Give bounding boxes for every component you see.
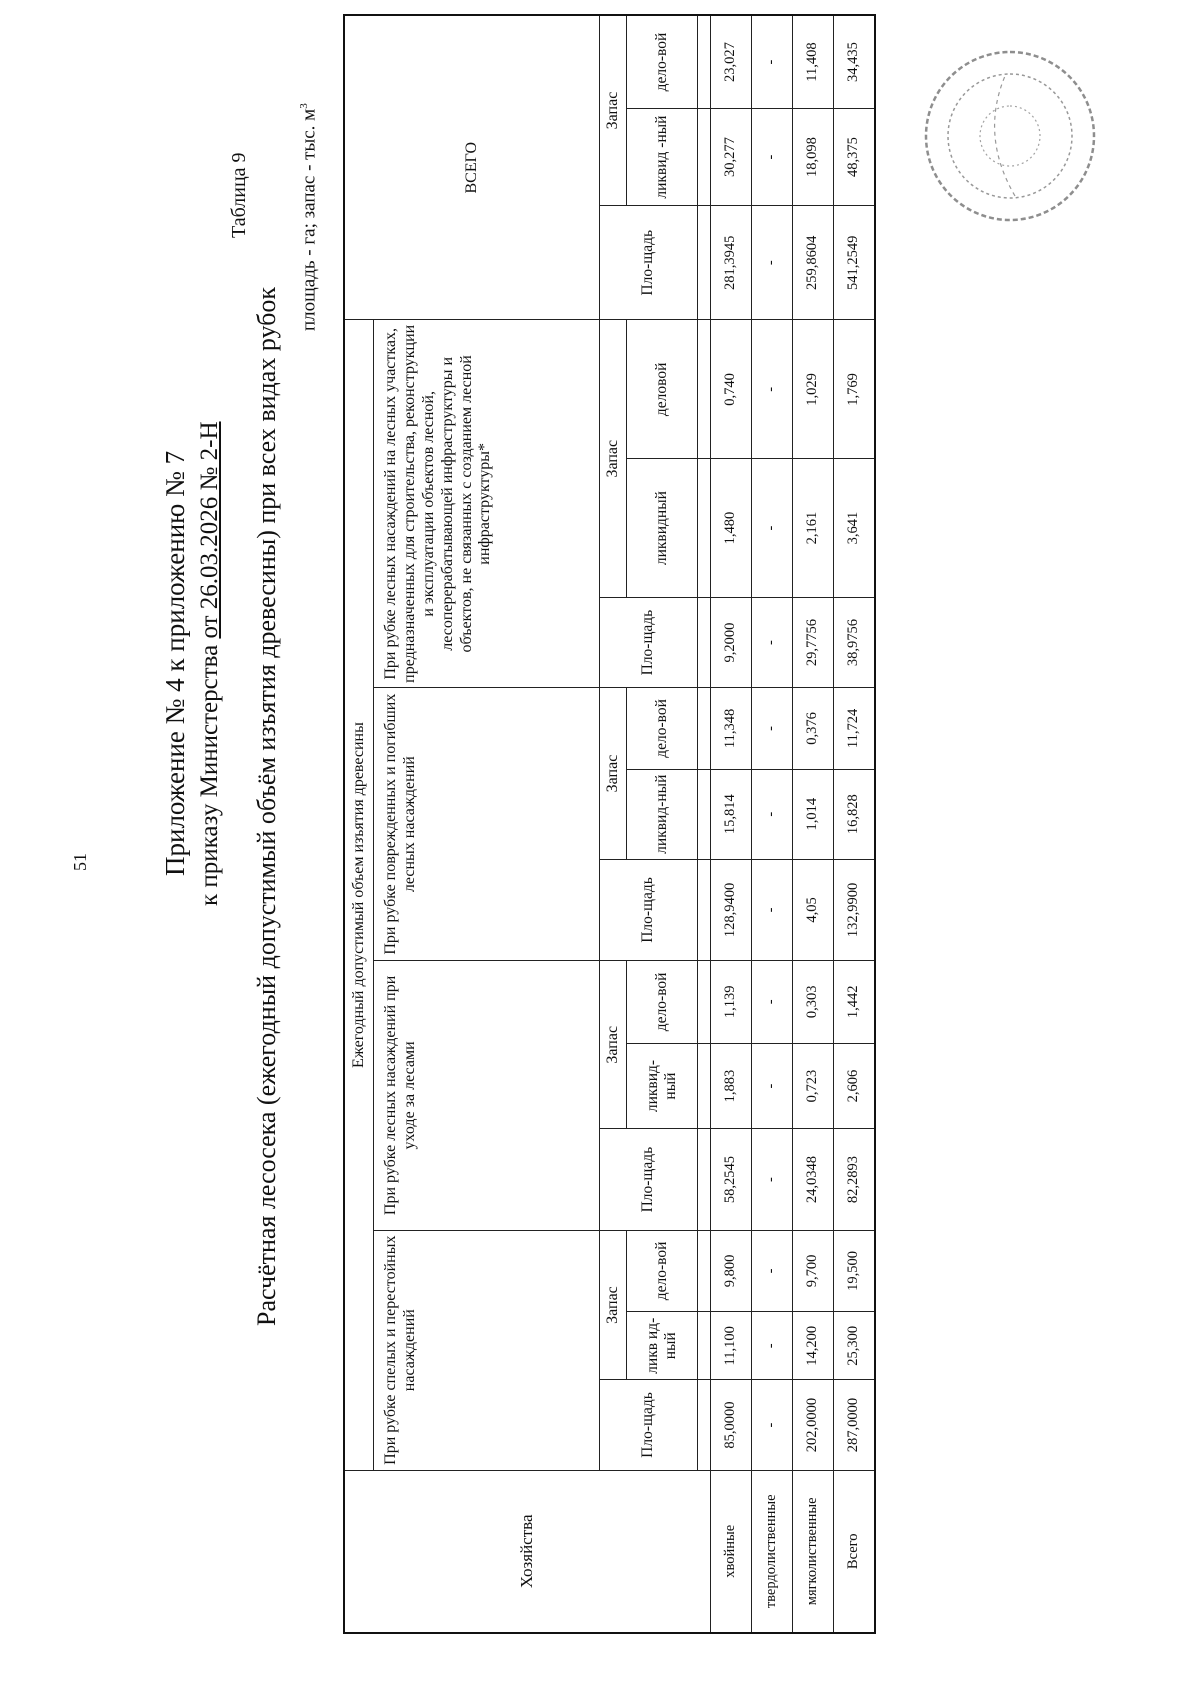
table-number: Таблица 9 (228, 152, 250, 238)
value-cell: - (752, 459, 793, 598)
value-cell: 1,480 (711, 459, 752, 598)
value-cell: - (752, 859, 793, 960)
spacer-cell (698, 688, 711, 769)
value-cell: 9,700 (793, 1230, 834, 1311)
value-cell: - (752, 1043, 793, 1129)
value-cell: 30,277 (711, 109, 752, 206)
row-label: Всего (834, 1470, 876, 1633)
table-row (711, 15, 752, 1633)
header-area-g1: Пло-щадь (600, 1380, 698, 1470)
page-number: 51 (70, 853, 90, 871)
header-group-mature: При рубке спелых и перестойных насаждений (374, 1230, 600, 1470)
header-business-total: дело-вой (627, 15, 698, 109)
value-cell: 287,0000 (834, 1380, 876, 1470)
page-title: Расчётная лесосека (ежегодный допустимый объём изъятия древесины) при всех видах рубок (252, 287, 281, 1326)
spacer-cell (698, 459, 711, 598)
annex-order-date: от 26.03.2026 № 2-Н (196, 421, 223, 639)
value-cell: 34,435 (834, 15, 876, 109)
value-cell: 128,9400 (711, 859, 752, 960)
row-label: твердолиственные (752, 1470, 793, 1633)
value-cell: 259,8604 (793, 206, 834, 320)
value-cell: 1,442 (834, 961, 876, 1044)
annex-line-1: Приложение № 4 к приложению № 7 (160, 450, 190, 876)
table-body (711, 15, 876, 1633)
value-cell: 11,408 (793, 15, 834, 109)
header-business-g1: дело-вой (627, 1230, 698, 1311)
value-cell: 0,303 (793, 961, 834, 1044)
header-group-damaged: При рубке поврежденных и погибших лесных насаждений (374, 688, 600, 961)
value-cell: 48,375 (834, 109, 876, 206)
value-cell: - (752, 1129, 793, 1230)
spacer-cell (698, 1312, 711, 1380)
header-annual-volume: Ежегодный допустимый объем изъятия древесины (344, 320, 374, 1470)
value-cell: - (752, 597, 793, 687)
value-cell: 281,3945 (711, 206, 752, 320)
units-text: площадь - га; запас - тыс. м (298, 108, 320, 331)
value-cell: 14,200 (793, 1312, 834, 1380)
value-cell: 202,0000 (793, 1380, 834, 1470)
value-cell: 0,723 (793, 1043, 834, 1129)
value-cell: 541,2549 (834, 206, 876, 320)
header-household: Хозяйства (344, 1470, 711, 1633)
value-cell: 2,606 (834, 1043, 876, 1129)
value-cell: - (752, 1380, 793, 1470)
header-area-g3: Пло-щадь (600, 859, 698, 960)
units-exponent: 3 (298, 103, 310, 109)
value-cell: 23,027 (711, 15, 752, 109)
value-cell: - (752, 961, 793, 1044)
value-cell: - (752, 109, 793, 206)
spacer-cell (698, 597, 711, 687)
spacer-cell (698, 206, 711, 320)
harvest-table (343, 14, 876, 1634)
spacer-cell (698, 1380, 711, 1470)
header-stock-g4: Запас (600, 320, 627, 597)
table-row (793, 15, 834, 1633)
value-cell: 85,0000 (711, 1380, 752, 1470)
value-cell: 0,376 (793, 688, 834, 769)
header-area-total: Пло-щадь (600, 206, 698, 320)
header-stock-g2: Запас (600, 961, 627, 1129)
value-cell: 3,641 (834, 459, 876, 598)
value-cell: 2,161 (793, 459, 834, 598)
value-cell: 11,100 (711, 1312, 752, 1380)
value-cell: 11,348 (711, 688, 752, 769)
annex-line-2-prefix: к приказу Министерства (196, 644, 223, 906)
value-cell: 25,300 (834, 1312, 876, 1380)
value-cell: 1,139 (711, 961, 752, 1044)
value-cell: 1,014 (793, 769, 834, 859)
spacer-cell (698, 15, 711, 109)
value-cell: 18,098 (793, 109, 834, 206)
header-business-g2: дело-вой (627, 961, 698, 1044)
value-cell: 19,500 (834, 1230, 876, 1311)
spacer-cell (698, 859, 711, 960)
header-liquid-g1: ликв ид-ный (627, 1312, 698, 1380)
row-label: мягколиственные (793, 1470, 834, 1633)
header-area-g4: Пло-щадь (600, 597, 698, 687)
value-cell: 9,800 (711, 1230, 752, 1311)
value-cell: - (752, 688, 793, 769)
spacer-cell (698, 109, 711, 206)
value-cell: 4,05 (793, 859, 834, 960)
value-cell: 1,029 (793, 320, 834, 459)
header-liquid-g3: ликвид-ный (627, 769, 698, 859)
value-cell: 9,2000 (711, 597, 752, 687)
header-business-g4: деловой (627, 320, 698, 459)
value-cell: 0,740 (711, 320, 752, 459)
table-row (834, 15, 876, 1633)
spacer-cell (698, 1129, 711, 1230)
units-note (298, 103, 320, 331)
header-total: ВСЕГО (344, 15, 600, 320)
value-cell: - (752, 15, 793, 109)
spacer-cell (698, 1230, 711, 1311)
header-stock-g1: Запас (600, 1230, 627, 1380)
header-liquid-g4: ликвидный (627, 459, 698, 598)
value-cell: - (752, 1312, 793, 1380)
value-cell: - (752, 769, 793, 859)
header-group-construction: При рубке лесных насаждений на лесных участках, предназначенных для строительства, реконструкции и эксплуатации объектов лесной, лесоперерабатывающей инфраструктуры и объектов, не связанных с созданием лесной инфраструктуры* (374, 320, 600, 688)
value-cell: 132,9900 (834, 859, 876, 960)
table-row (752, 15, 793, 1633)
header-stock-g3: Запас (600, 688, 627, 860)
value-cell: 24,0348 (793, 1129, 834, 1230)
value-cell: 1,883 (711, 1043, 752, 1129)
round-seal-stamp (920, 46, 1100, 226)
value-cell: 16,828 (834, 769, 876, 859)
value-cell: - (752, 1230, 793, 1311)
spacer-cell (698, 320, 711, 459)
value-cell: 82,2893 (834, 1129, 876, 1230)
header-group-care: При рубке лесных насаждений при уходе за лесами (374, 961, 600, 1231)
value-cell: 1,769 (834, 320, 876, 459)
spacer-cell (698, 769, 711, 859)
row-label: хвойные (711, 1470, 752, 1633)
value-cell: - (752, 206, 793, 320)
value-cell: 58,2545 (711, 1129, 752, 1230)
header-business-g3: дело-вой (627, 688, 698, 769)
header-area-g2: Пло-щадь (600, 1129, 698, 1230)
annex-line-2 (196, 421, 224, 906)
value-cell: 11,724 (834, 688, 876, 769)
header-liquid-g2: ликвид-ный (627, 1043, 698, 1129)
spacer-cell (698, 1043, 711, 1129)
header-stock-total: Запас (600, 15, 627, 206)
value-cell: 15,814 (711, 769, 752, 859)
spacer-cell (698, 961, 711, 1044)
value-cell: 38,9756 (834, 597, 876, 687)
header-liquid-total: ликвид -ный (627, 109, 698, 206)
value-cell: - (752, 320, 793, 459)
value-cell: 29,7756 (793, 597, 834, 687)
